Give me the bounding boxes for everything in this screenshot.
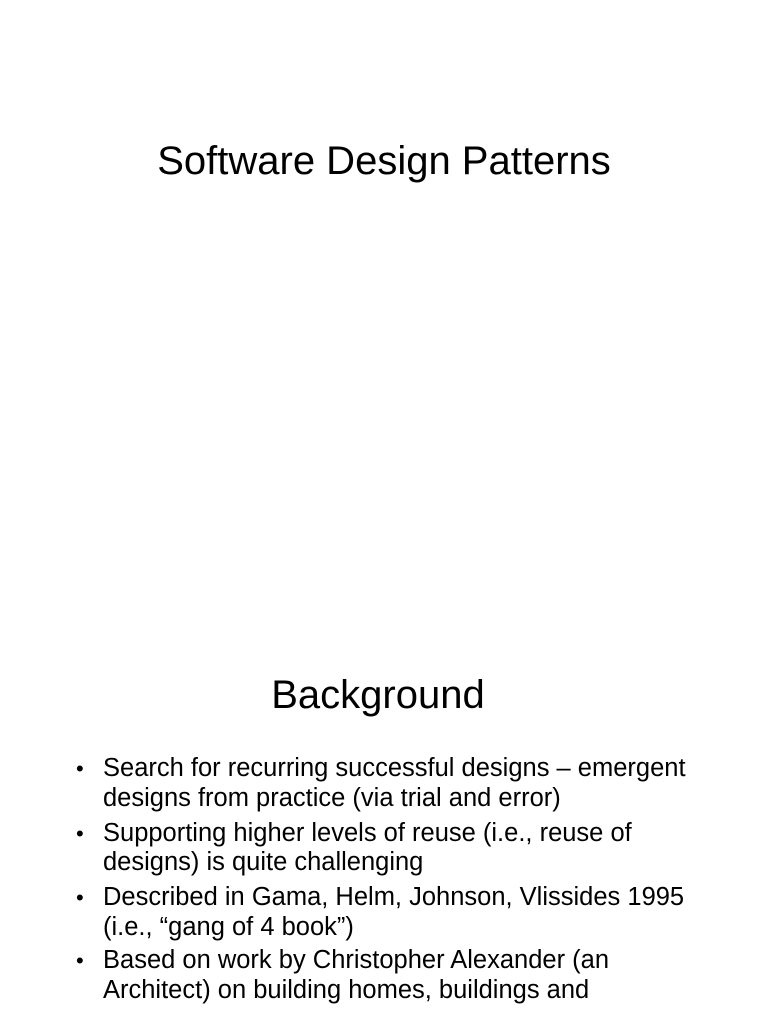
- slide-title: Software Design Patterns: [157, 139, 611, 183]
- bullet-item: [76, 883, 716, 942]
- bullet-text: Based on work by Christopher Alexander (an Architect) on building homes, buildings and: [103, 946, 610, 1004]
- bullet-text: Supporting higher levels of reuse (i.e., reuse of designs) is quite challenging: [103, 818, 632, 876]
- bullet-item: [76, 819, 716, 878]
- bullet-list: [76, 754, 716, 1011]
- slide-heading: Background: [271, 673, 485, 717]
- bullet-text: Search for recurring successful designs – emergent designs from practice (via trial and error): [103, 754, 686, 812]
- bullet-icon: •: [76, 820, 84, 846]
- bullet-text: Described in Gama, Helm, Johnson, Vlissides 1995 (i.e., “gang of 4 book”): [103, 883, 685, 941]
- bullet-item: [76, 946, 716, 1005]
- bullet-icon: •: [76, 948, 84, 973]
- bullet-item: [76, 754, 716, 813]
- bullet-icon: •: [76, 756, 84, 781]
- bullet-icon: •: [76, 885, 84, 910]
